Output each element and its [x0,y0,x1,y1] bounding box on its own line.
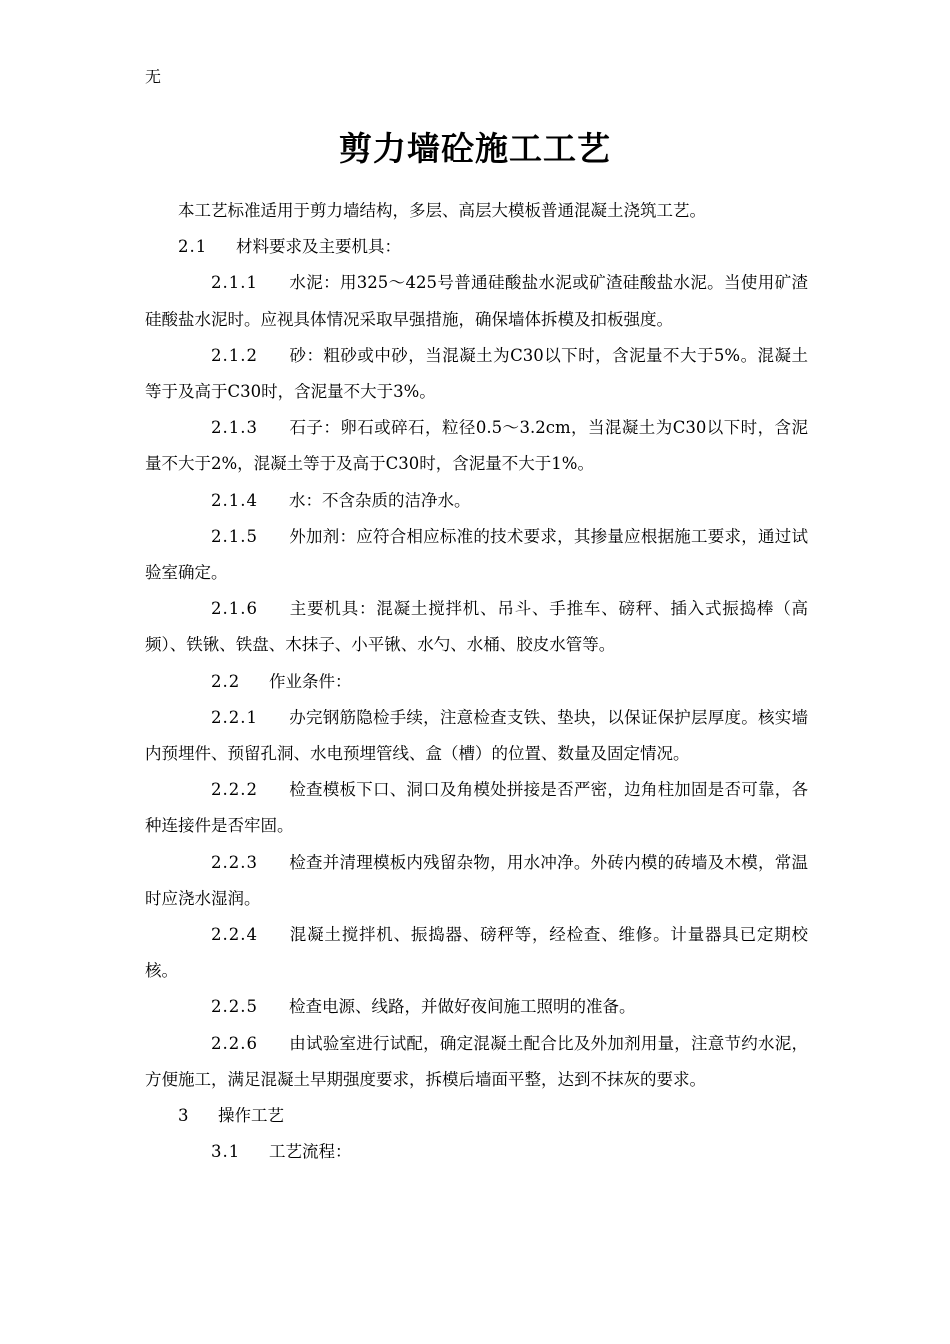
section-text: 检查电源、线路，并做好夜间施工照明的准备。 [289,997,636,1017]
section-2-1-2 [145,338,808,410]
section-2-2-2 [145,772,808,844]
section-text: 工艺流程： [269,1142,352,1162]
section-2-1-5 [145,519,808,591]
section-text: 操作工艺 [218,1106,284,1126]
section-text: 主要机具：混凝土搅拌机、吊斗、手推车、磅秤、插入式振捣棒（高频）、铁锹、铁盘、木抹子、小平锹、水勺、水桶、胶皮水管等。 [145,599,808,655]
section-text: 砂：粗砂或中砂，当混凝土为C30以下时，含泥量不大于5%。混凝土等于及高于C30时，含泥量不大于3%。 [145,345,808,402]
section-number: 2.1.6 [211,599,258,619]
section-number: 2.1.4 [211,490,258,510]
section-2-1-4 [145,483,808,519]
section-number: 2.2 [211,671,241,691]
section-text: 办完钢筋隐检手续，注意检查支铁、垫块，以保证保护层厚度。核实墙内预埋件、预留孔洞、水电预埋管线、盒（槽）的位置、数量及固定情况。 [145,707,808,764]
section-2-2-5 [145,989,808,1025]
section-number: 2.2.3 [211,852,258,872]
header-note: 无 [145,67,162,86]
section-text: 检查模板下口、洞口及角模处拼接是否严密，边角柱加固是否可靠，各种连接件是否牢固。 [145,780,808,836]
section-number: 2.1.2 [211,345,258,365]
section-2-1-3 [145,410,808,482]
document-body [145,193,808,1170]
section-2-2 [145,664,808,700]
section-2-2-4 [145,917,808,989]
section-text: 水泥：用325～425号普通硅酸盐水泥或矿渣硅酸盐水泥。当使用矿渣硅酸盐水泥时。应视具体情况采取早强措施，确保墙体拆模及扣板强度。 [145,273,808,329]
section-text: 材料要求及主要机具： [236,237,401,257]
section-number: 2.1.3 [211,418,258,438]
section-text: 石子：卵石或碎石，粒径0.5～3.2cm，当混凝土为C30以下时，含泥量不大于2%，混凝土等于及高于C30时，含泥量不大于1%。 [145,418,808,474]
section-3 [145,1098,808,1134]
section-text: 作业条件： [269,671,352,691]
section-text: 水：不含杂质的洁净水。 [289,490,471,510]
section-2-2-1 [145,700,808,772]
section-number: 2.2.1 [211,707,258,727]
section-number: 2.1 [178,237,208,257]
section-2-1 [145,229,808,265]
section-number: 3.1 [211,1142,241,1162]
section-text: 外加剂：应符合相应标准的技术要求，其掺量应根据施工要求，通过试验室确定。 [145,526,808,583]
section-text: 检查并清理模板内残留杂物，用水冲净。外砖内模的砖墙及木模，常温时应浇水湿润。 [145,852,808,908]
intro-paragraph: 本工艺标准适用于剪力墙结构，多层、高层大模板普通混凝土浇筑工艺。 [178,201,706,220]
section-text: 混凝土搅拌机、振捣器、磅秤等，经检查、维修。计量器具已定期校核。 [145,925,808,981]
section-number: 2.2.6 [211,1033,258,1053]
section-2-1-6 [145,591,808,663]
section-2-2-3 [145,845,808,917]
section-2-1-1 [145,265,808,337]
section-number: 3 [178,1106,190,1126]
section-number: 2.2.2 [211,780,258,800]
section-3-1 [145,1134,808,1170]
section-number: 2.1.1 [211,273,258,293]
section-number: 2.1.5 [211,526,258,546]
section-2-2-6 [145,1026,808,1098]
section-number: 2.2.4 [211,925,258,945]
section-text: 由试验室进行试配，确定混凝土配合比及外加剂用量，注意节约水泥，方便施工，满足混凝土早期强度要求，拆模后墙面平整，达到不抹灰的要求。 [145,1033,808,1089]
section-number: 2.2.5 [211,997,258,1017]
document-title: 剪力墙砼施工工艺 [339,129,611,168]
